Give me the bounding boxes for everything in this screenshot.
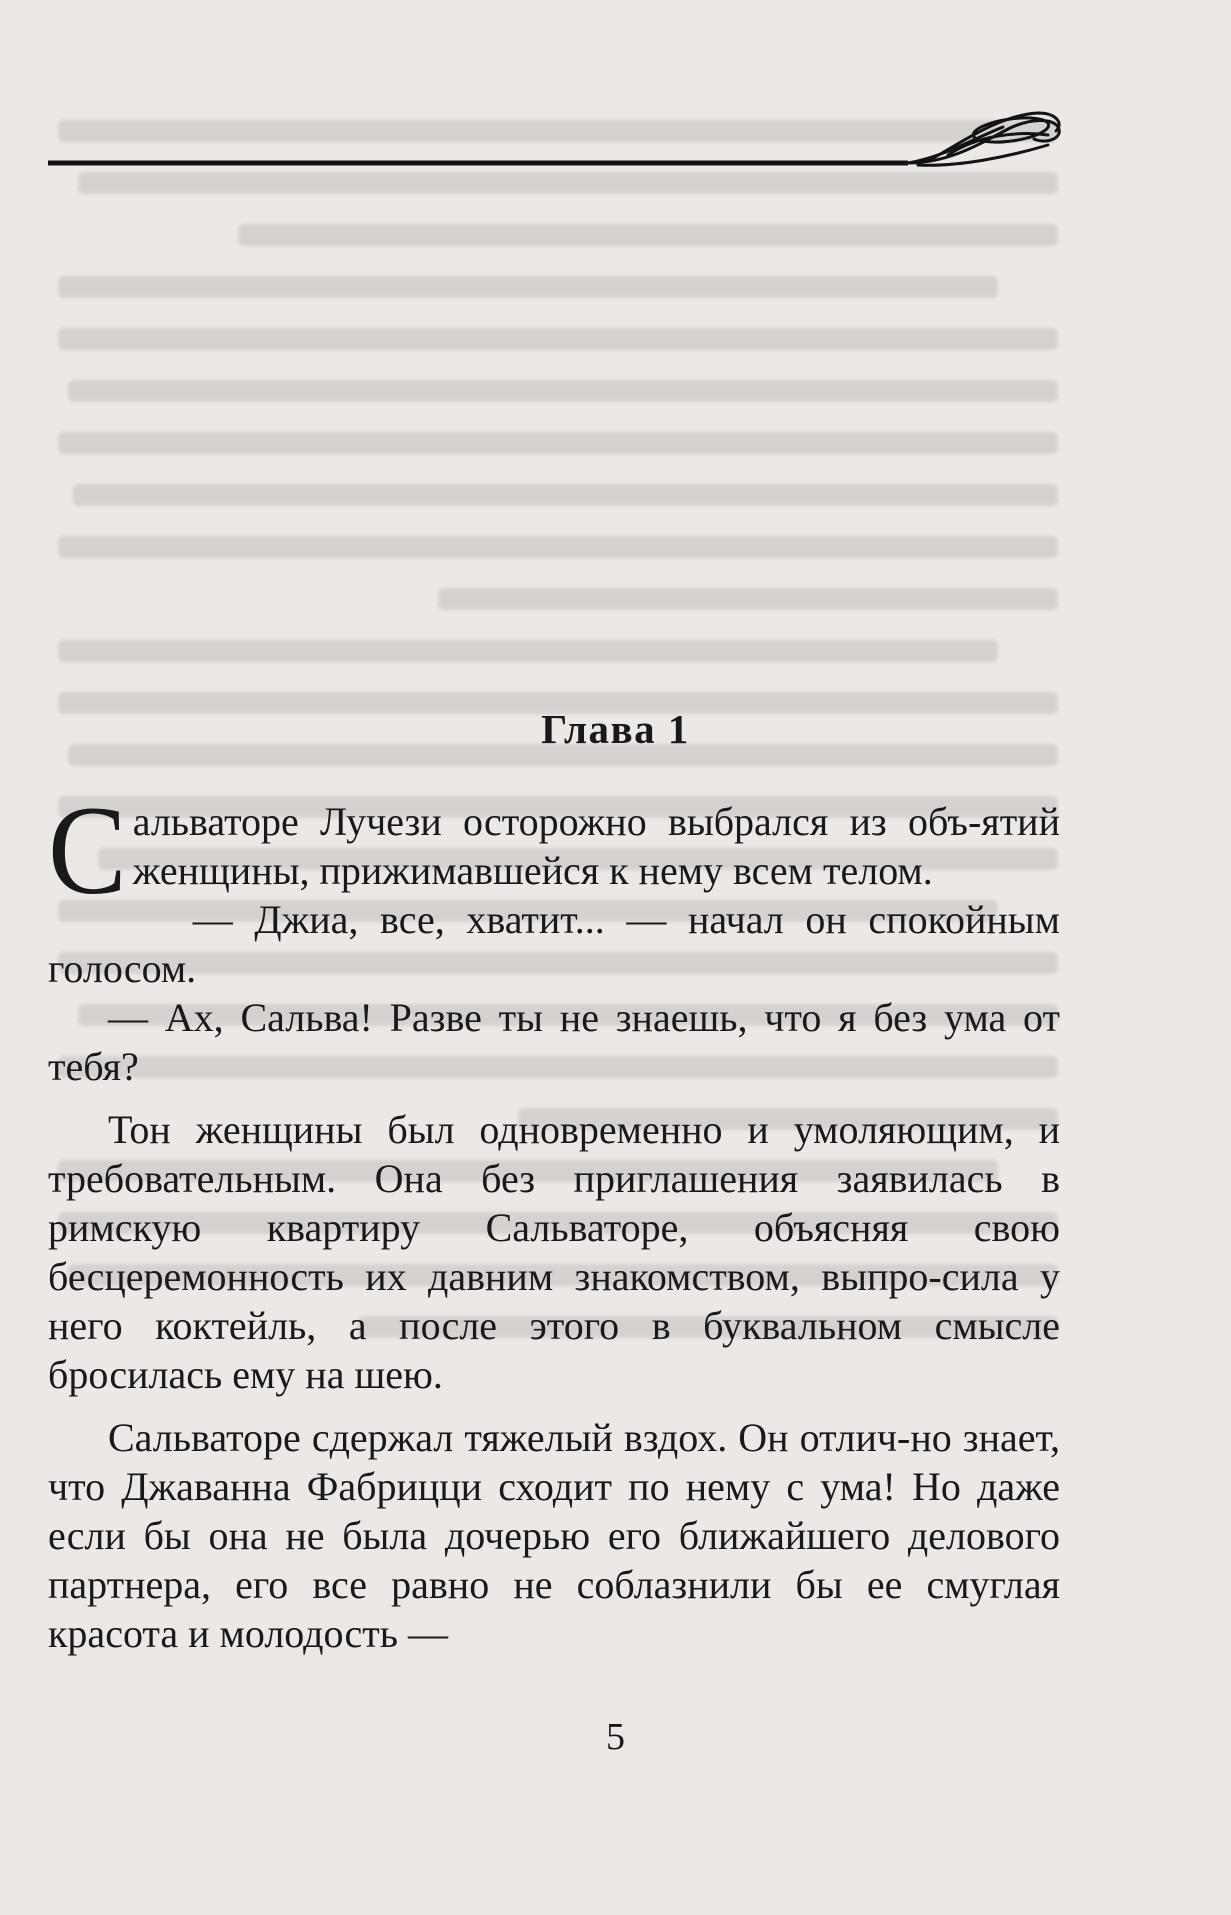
paragraph-2: — Джиа, все, хватит... — начал он спокойным голосом.: [48, 897, 1060, 991]
paragraph-1: [48, 779, 1060, 922]
chapter-title: Глава 1: [541, 706, 690, 752]
drop-cap: С: [48, 779, 127, 922]
paragraph-1-text: альваторе Лучези осторожно выбрался из объ-ятий женщины, прижимавшейся к нему всем телом.: [132, 799, 1060, 893]
paragraph-5: Сальваторе сдержал тяжелый вздох. Он отлич-но знает, что Джаванна Фабрицци сходит по нему с ума! Но даже если бы она не была дочерью его ближайшего делового партнера, его все равно не соблазнили бы ее смуглая красота и молодость —: [48, 1415, 1060, 1656]
header-flourish-rule: [48, 105, 1068, 175]
page-number: 5: [606, 1716, 625, 1758]
chapter-body: [48, 779, 1060, 1658]
flourish-ornament: [908, 113, 1059, 165]
paragraph-4: Тон женщины был одновременно и умоляющим, и требовательным. Она без приглашения заявилась в римскую квартиру Сальваторе, объясняя свою бесцеремонность их давним знакомством, выпро-сила у него коктейль, а после этого в буквальном смысле бросилась ему на шею.: [48, 1107, 1060, 1397]
paragraph-3: — Ах, Сальва! Разве ты не знаешь, что я без ума от тебя?: [48, 995, 1060, 1089]
